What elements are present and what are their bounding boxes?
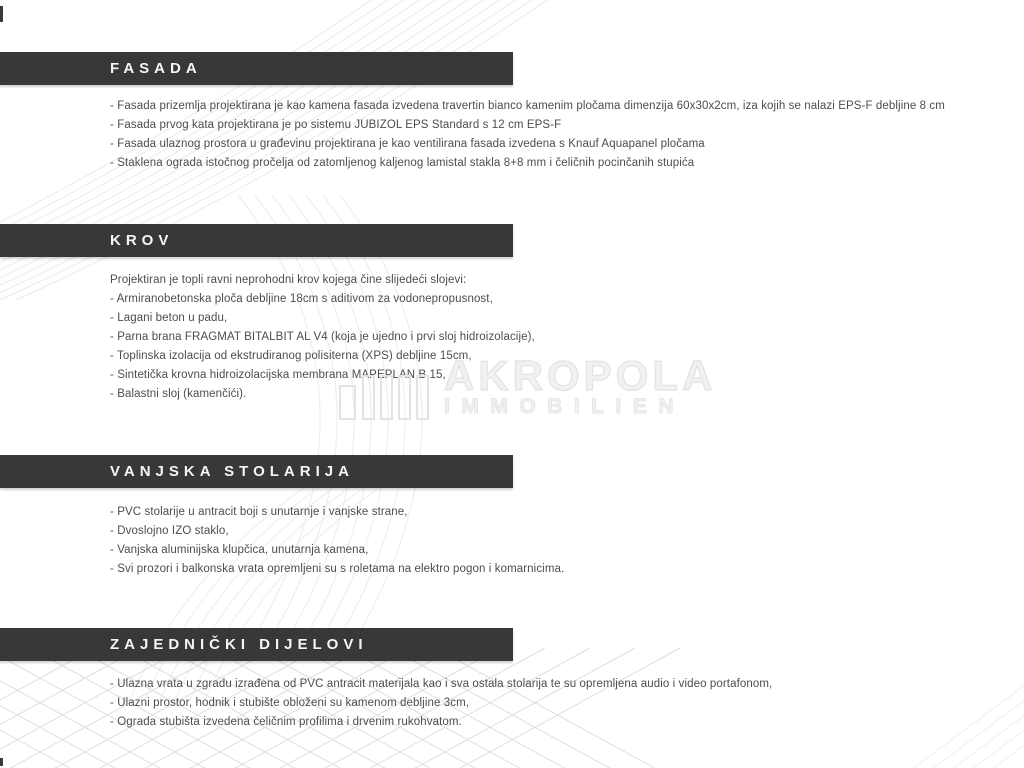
section-content-zajednicki-dijelovi: [110, 675, 1010, 732]
spec-line: - PVC stolarije u antracit boji s unutarnje i vanjske strane,: [110, 506, 408, 518]
spec-line: - Fasada ulaznog prostora u građevinu projektirana je kao ventilirana fasada izvedena s Knauf Aquapanel pločama: [110, 138, 705, 150]
section-header-fasada: [0, 52, 513, 85]
watermark-brand-name: AKROPOLA: [444, 352, 717, 399]
scan-artifact-mark: [0, 6, 3, 22]
section-title: KROV: [110, 232, 174, 249]
spec-line: - Svi prozori i balkonska vrata opremljeni su s roletama na elektro pogon i komarnicima.: [110, 563, 565, 575]
spec-line: - Vanjska aluminijska klupčica, unutarnja kamena,: [110, 544, 369, 556]
spec-line: - Fasada prvog kata projektirana je po sistemu JUBIZOL EPS Standard s 12 cm EPS-F: [110, 119, 562, 131]
spec-line: - Dvoslojno IZO staklo,: [110, 525, 229, 537]
spec-line: - Parna brana FRAGMAT BITALBIT AL V4 (koja je ujedno i prvi sloj hidroizolacije),: [110, 331, 535, 343]
watermark-text: [444, 352, 717, 418]
spec-line: - Toplinska izolacija od ekstrudiranog polisiterna (XPS) debljine 15cm,: [110, 350, 472, 362]
section-content-fasada: [110, 97, 1010, 173]
spec-line: - Armiranobetonska ploča debljine 18cm s aditivom za vodonepropusnost,: [110, 293, 493, 305]
section-header-krov: [0, 224, 513, 257]
scan-artifact-mark: [0, 758, 3, 766]
spec-line: - Balastni sloj (kamenčići).: [110, 388, 247, 400]
spec-line: - Ulazna vrata u zgradu izrađena od PVC antracit materijala kao i sva ostala stolarija te su opremljena audio i video portafonom,: [110, 678, 773, 690]
spec-line: Projektiran je topli ravni neprohodni krov kojega čine slijedeći slojevi:: [110, 274, 467, 286]
watermark-brand-subtitle: IMMOBILIEN: [444, 395, 685, 418]
section-content-vanjska-stolarija: [110, 503, 1010, 579]
section-title: ZAJEDNIČKI DIJELOVI: [110, 636, 368, 653]
spec-line: - Fasada prizemlja projektirana je kao kamena fasada izvedena travertin bianco kamenim pločama dimenzija 60x30x2cm, iza kojih se nalazi EPS-F debljine 8 cm: [110, 100, 945, 112]
spec-line: - Lagani beton u padu,: [110, 312, 228, 324]
spec-line: - Sintetička krovna hidroizolacijska membrana MAPEPLAN B 15,: [110, 369, 446, 381]
section-title: FASADA: [110, 60, 202, 77]
section-header-zajednicki-dijelovi: [0, 628, 513, 661]
spec-line: - Staklena ograda istočnog pročelja od zatomljenog kaljenog lamistal stakla 8+8 mm i čeličnih pocinčanih stupića: [110, 157, 695, 169]
section-title: VANJSKA STOLARIJA: [110, 463, 354, 480]
spec-line: - Ograda stubišta izvedena čeličnim profilima i drvenim rukohvatom.: [110, 716, 462, 728]
section-header-vanjska-stolarija: [0, 455, 513, 488]
akropola-watermark: [338, 352, 718, 428]
temple-columns-icon: [338, 370, 430, 422]
spec-line: - Ulazni prostor, hodnik i stubište obloženi su kamenom debljine 3cm,: [110, 697, 470, 709]
